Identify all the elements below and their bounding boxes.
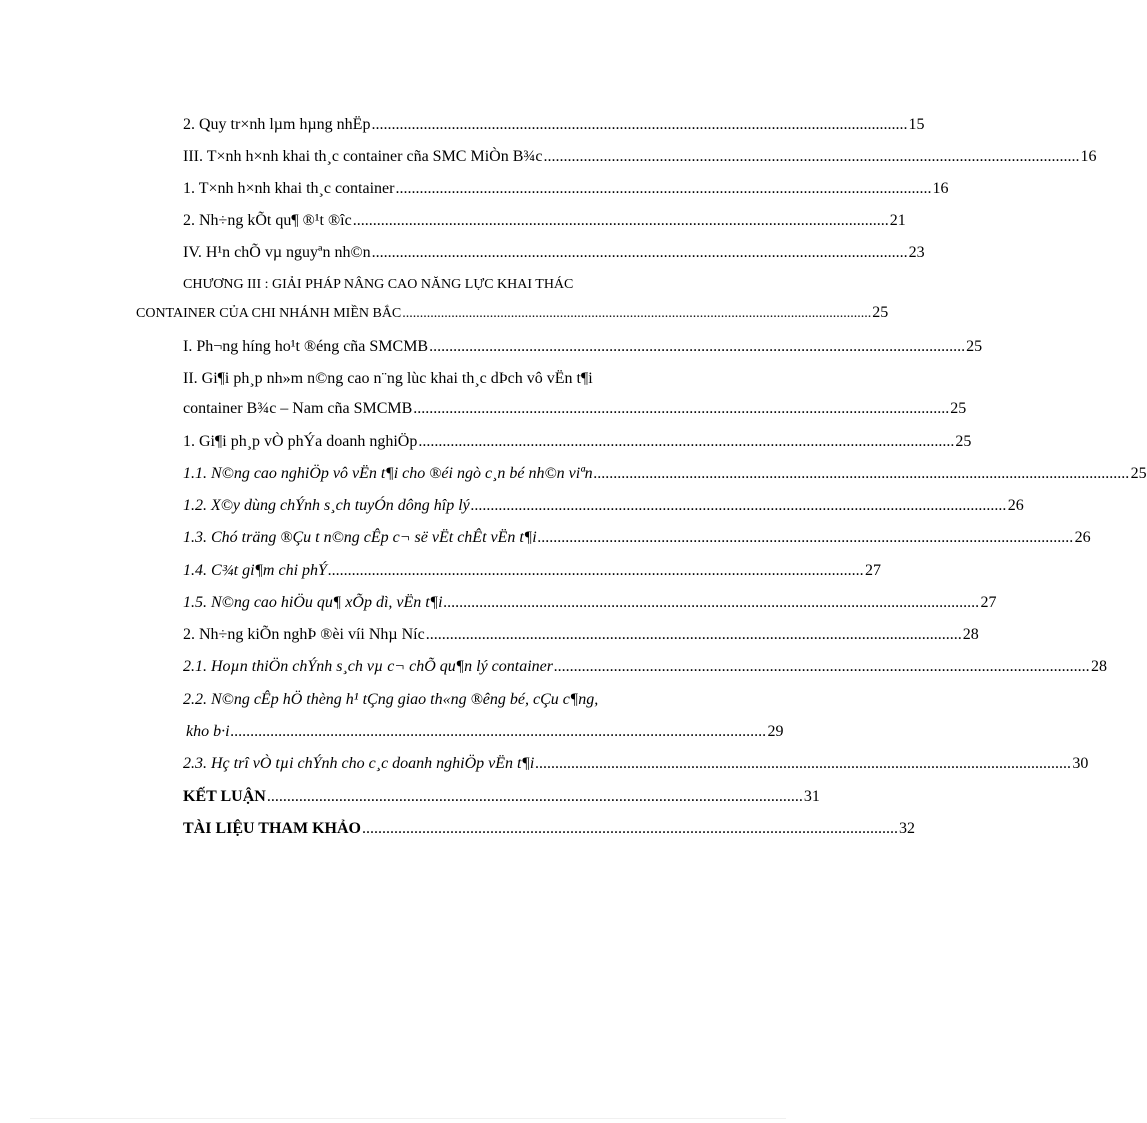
dot-leader: ...................................................................................................................................... xyxy=(395,180,932,197)
toc-entry-text: III. T×nh h×nh khai th¸c container cña SMC MiÒn B¾c xyxy=(183,148,543,165)
dot-leader: ...................................................................................................................................... xyxy=(593,465,1130,482)
toc-entry-text: 2. Nh÷ng kÕt qu¶ ®¹t ®îc xyxy=(183,212,352,229)
toc-entry-page: 25 xyxy=(966,338,983,355)
dot-leader: ...................................................................................................................................... xyxy=(371,116,908,133)
toc-entry-text: CONTAINER CỦA CHI NHÁNH MIỀN BẮC xyxy=(136,306,402,321)
toc-entry-text: 2. Nh÷ng kiÕn nghÞ ®èi víi Nhµ Níc xyxy=(183,626,425,643)
toc-entry-page: 30 xyxy=(1072,755,1089,772)
toc-entry-page: 26 xyxy=(1074,529,1091,546)
toc-entry xyxy=(183,431,972,453)
dot-leader: ...................................................................................................................................... xyxy=(413,400,950,417)
toc-entry xyxy=(183,210,906,232)
dot-leader: ...................................................................................................................................... xyxy=(443,594,980,611)
toc-entry xyxy=(183,560,881,582)
toc-entry xyxy=(183,242,925,264)
toc-entry xyxy=(183,624,979,646)
dot-leader: ...................................................................................................................................... xyxy=(553,658,1090,675)
toc-entry-page: 27 xyxy=(980,594,997,611)
toc-entry xyxy=(183,495,1024,517)
toc-entry-line1 xyxy=(183,368,736,390)
toc-entry xyxy=(136,302,889,325)
toc-entry xyxy=(183,398,967,420)
toc-entry-page: 31 xyxy=(803,788,820,805)
toc-entry-text: TÀI LIỆU THAM KHẢO xyxy=(183,820,361,837)
toc-entry-page: 25 xyxy=(955,433,972,450)
toc-entry-text: 1.3. Chó träng ®Çu t n©ng cÊp c¬ së vËt chÊt vËn t¶i xyxy=(183,529,537,546)
toc-entry xyxy=(183,818,915,840)
dot-leader: ...................................................................................................................................... xyxy=(543,148,1080,165)
dot-leader: ...................................................................................................................................... xyxy=(327,562,864,579)
toc-entry-text: container B¾c – Nam cña SMCMB xyxy=(183,400,413,417)
toc-entry xyxy=(183,786,820,808)
toc-entry-page: 21 xyxy=(889,212,906,229)
toc-entry-page: 32 xyxy=(898,820,915,837)
toc-entry-text: 1. Gi¶i ph¸p vÒ phÝa doanh nghiÖp xyxy=(183,433,418,450)
toc-entry xyxy=(183,592,997,614)
toc-entry-text: IV. H¹n chÕ vµ nguyªn nh©n xyxy=(183,244,371,261)
toc-entry-page: 25 xyxy=(950,400,967,417)
dot-leader: ...................................................................................................................................... xyxy=(429,338,966,355)
toc-entry xyxy=(183,146,1097,168)
toc-entry-text: 2.2. N©ng cÊp hÖ thèng h¹ tÇng giao th«ng ®êng bé, cÇu c¶ng, xyxy=(183,691,599,708)
toc-entry-text: II. Gi¶i ph¸p nh»m n©ng cao n¨ng lùc khai th¸c dÞch vô vËn t¶i xyxy=(183,370,593,387)
toc-entry-text: CHƯƠNG III : GIẢI PHÁP NÂNG CAO NĂNG LỰC KHAI THÁC xyxy=(183,277,574,292)
toc-entry-page: 25 xyxy=(1130,465,1147,482)
dot-leader: ...................................................................................................................................... xyxy=(470,497,1007,514)
page-bottom-divider xyxy=(30,1118,786,1119)
dot-leader: ...................................................................................................................................... xyxy=(361,820,898,837)
toc-entry-page: 28 xyxy=(1090,658,1107,675)
toc-entry-text: I. Ph¬ng híng ho¹t ®éng cña SMCMB xyxy=(183,338,429,355)
toc-entry xyxy=(183,527,1091,549)
toc-entry xyxy=(183,656,1107,678)
toc-entry xyxy=(183,114,925,136)
toc-entry xyxy=(183,463,1147,485)
toc-entry-text: kho b·i xyxy=(186,723,230,740)
dot-leader: ...................................................................................................................................... xyxy=(535,755,1072,772)
toc-entry-text: 2.1. Hoµn thiÖn chÝnh s¸ch vµ c¬ chÕ qu¶n lý container xyxy=(183,658,553,675)
toc-entry-text: 1.4. C¾t gi¶m chi phÝ xyxy=(183,562,327,579)
toc-entry-text: 2. Quy tr×nh lµm hµng nhËp xyxy=(183,116,371,133)
toc-entry-page: 16 xyxy=(932,180,949,197)
toc-entry-text: 1. T×nh h×nh khai th¸c container xyxy=(183,180,395,197)
toc-entry-line1 xyxy=(183,689,736,711)
dot-leader: ...................................................................................................................................... xyxy=(371,244,908,261)
toc-entry-page: 29 xyxy=(767,723,784,740)
dot-leader: ...................................................................................................................................... xyxy=(266,788,803,805)
toc-entry-page: 23 xyxy=(908,244,925,261)
toc-entry xyxy=(183,753,1089,775)
dot-leader: ...................................................................................................................................... xyxy=(418,433,955,450)
toc-chapter-heading xyxy=(183,274,736,296)
toc-entry-text: 1.2. X©y dùng chÝnh s¸ch tuyÓn dông hîp lý xyxy=(183,497,470,514)
toc-entry-page: 26 xyxy=(1007,497,1024,514)
toc-entry-text: 1.1. N©ng cao nghiÖp vô vËn t¶i cho ®éi ngò c¸n bé nh©n viªn xyxy=(183,465,593,482)
toc-entry-page: 27 xyxy=(864,562,881,579)
dot-leader: ...................................................................................................................................... xyxy=(425,626,962,643)
toc-entry-page: 16 xyxy=(1080,148,1097,165)
toc-entry-page: 25 xyxy=(872,304,889,321)
dot-leader: ...................................................................................................................................... xyxy=(230,723,767,740)
toc-entry-page: 15 xyxy=(908,116,925,133)
dot-leader: ...................................................................................................................................... xyxy=(537,529,1074,546)
toc-entry xyxy=(186,721,784,743)
toc-entry xyxy=(183,178,949,200)
toc-entry-text: 2.3. Hç trî vÒ tµi chÝnh cho c¸c doanh nghiÖp vËn t¶i xyxy=(183,755,535,772)
toc-entry-text: KẾT LUẬN xyxy=(183,788,266,805)
toc-entry xyxy=(183,336,983,358)
toc-entry-page: 28 xyxy=(962,626,979,643)
toc-entry-text: 1.5. N©ng cao hiÖu qu¶ xÕp dì, vËn t¶i xyxy=(183,594,443,611)
dot-leader: ...................................................................................................................................... xyxy=(352,212,889,229)
dot-leader: ...................................................................................................................................... xyxy=(402,306,872,321)
